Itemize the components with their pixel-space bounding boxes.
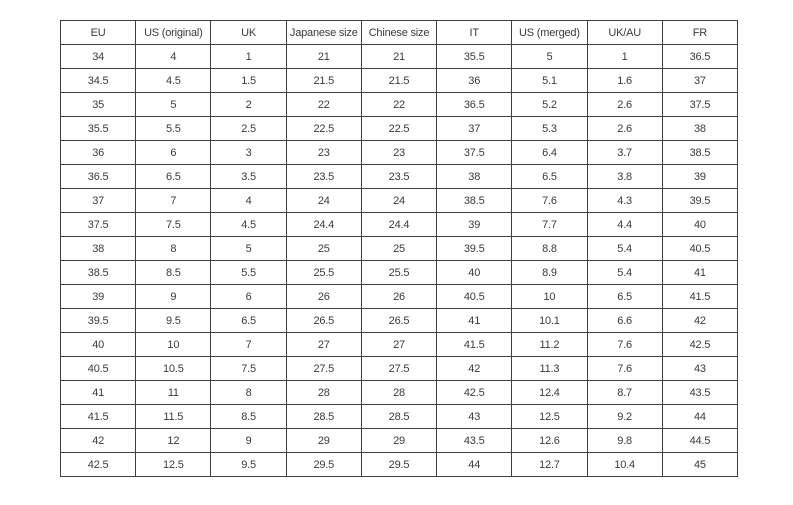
table-cell: 24.4 <box>286 213 361 237</box>
table-cell: 38 <box>61 237 136 261</box>
table-cell: 5.2 <box>512 93 587 117</box>
table-cell: 27.5 <box>286 357 361 381</box>
table-cell: 1 <box>211 45 286 69</box>
table-cell: 36 <box>437 69 512 93</box>
table-cell: 6 <box>211 285 286 309</box>
table-cell: 27 <box>286 333 361 357</box>
shoe-size-conversion-table <box>60 20 738 477</box>
table-cell: 40 <box>61 333 136 357</box>
table-cell: 23.5 <box>361 165 436 189</box>
table-cell: 5.5 <box>211 261 286 285</box>
table-cell: 27 <box>361 333 436 357</box>
table-row <box>61 237 738 261</box>
table-cell: 28 <box>361 381 436 405</box>
table-cell: 8.5 <box>211 405 286 429</box>
table-cell: 5 <box>136 93 211 117</box>
table-cell: 5.4 <box>587 237 662 261</box>
table-row <box>61 309 738 333</box>
table-cell: 1.6 <box>587 69 662 93</box>
table-cell: 7 <box>136 189 211 213</box>
table-cell: 7.5 <box>211 357 286 381</box>
table-cell: 44.5 <box>662 429 737 453</box>
table-cell: 5.3 <box>512 117 587 141</box>
column-header: UK/AU <box>587 21 662 45</box>
table-cell: 23.5 <box>286 165 361 189</box>
table-cell: 6 <box>136 141 211 165</box>
table-row <box>61 405 738 429</box>
table-cell: 21.5 <box>361 69 436 93</box>
table-cell: 25 <box>286 237 361 261</box>
table-cell: 12 <box>136 429 211 453</box>
table-cell: 43 <box>437 405 512 429</box>
table-cell: 39 <box>662 165 737 189</box>
table-cell: 43 <box>662 357 737 381</box>
table-cell: 4.5 <box>136 69 211 93</box>
table-cell: 6.5 <box>587 285 662 309</box>
table-row <box>61 429 738 453</box>
table-cell: 39 <box>61 285 136 309</box>
table-cell: 6.4 <box>512 141 587 165</box>
table-cell: 5.5 <box>136 117 211 141</box>
table-cell: 12.4 <box>512 381 587 405</box>
table-cell: 38.5 <box>61 261 136 285</box>
table-cell: 36.5 <box>437 93 512 117</box>
table-cell: 22.5 <box>361 117 436 141</box>
table-cell: 3.5 <box>211 165 286 189</box>
table-cell: 42.5 <box>662 333 737 357</box>
table-cell: 40 <box>437 261 512 285</box>
table-cell: 26.5 <box>361 309 436 333</box>
column-header: Chinese size <box>361 21 436 45</box>
table-cell: 2.6 <box>587 93 662 117</box>
table-cell: 6.5 <box>512 165 587 189</box>
table-cell: 41.5 <box>61 405 136 429</box>
table-cell: 39.5 <box>61 309 136 333</box>
column-header: IT <box>437 21 512 45</box>
table-cell: 21.5 <box>286 69 361 93</box>
table-cell: 9.5 <box>136 309 211 333</box>
table-cell: 24 <box>361 189 436 213</box>
table-cell: 41 <box>662 261 737 285</box>
table-cell: 2 <box>211 93 286 117</box>
table-row <box>61 333 738 357</box>
table-cell: 2.5 <box>211 117 286 141</box>
table-cell: 4 <box>211 189 286 213</box>
table-cell: 41 <box>61 381 136 405</box>
table-cell: 12.5 <box>136 453 211 477</box>
table-cell: 41.5 <box>437 333 512 357</box>
table-cell: 22 <box>286 93 361 117</box>
table-cell: 6.6 <box>587 309 662 333</box>
table-cell: 29.5 <box>286 453 361 477</box>
table-cell: 25 <box>361 237 436 261</box>
table-cell: 26 <box>286 285 361 309</box>
table-cell: 42 <box>437 357 512 381</box>
table-row <box>61 453 738 477</box>
table-cell: 9.2 <box>587 405 662 429</box>
table-cell: 36.5 <box>662 45 737 69</box>
table-row <box>61 285 738 309</box>
table-cell: 1.5 <box>211 69 286 93</box>
table-cell: 40 <box>662 213 737 237</box>
table-cell: 34 <box>61 45 136 69</box>
table-cell: 11 <box>136 381 211 405</box>
table-cell: 8.8 <box>512 237 587 261</box>
table-cell: 43.5 <box>437 429 512 453</box>
column-header: Japanese size <box>286 21 361 45</box>
table-row <box>61 45 738 69</box>
table-cell: 9.5 <box>211 453 286 477</box>
table-cell: 38.5 <box>437 189 512 213</box>
table-row <box>61 213 738 237</box>
table-cell: 44 <box>437 453 512 477</box>
table-cell: 11.2 <box>512 333 587 357</box>
table-cell: 28 <box>286 381 361 405</box>
table-cell: 40.5 <box>61 357 136 381</box>
table-cell: 10 <box>136 333 211 357</box>
table-cell: 38 <box>437 165 512 189</box>
table-cell: 12.7 <box>512 453 587 477</box>
table-cell: 45 <box>662 453 737 477</box>
table-cell: 23 <box>286 141 361 165</box>
table-cell: 7 <box>211 333 286 357</box>
table-cell: 37.5 <box>437 141 512 165</box>
table-cell: 9 <box>211 429 286 453</box>
table-cell: 10.5 <box>136 357 211 381</box>
table-row <box>61 261 738 285</box>
table-cell: 7.6 <box>512 189 587 213</box>
table-cell: 9.8 <box>587 429 662 453</box>
table-cell: 42 <box>662 309 737 333</box>
table-cell: 8 <box>136 237 211 261</box>
table-cell: 42 <box>61 429 136 453</box>
table-cell: 36 <box>61 141 136 165</box>
table-cell: 9 <box>136 285 211 309</box>
table-cell: 37.5 <box>61 213 136 237</box>
table-cell: 36.5 <box>61 165 136 189</box>
column-header: US (merged) <box>512 21 587 45</box>
table-header <box>61 21 738 45</box>
table-cell: 37 <box>437 117 512 141</box>
table-cell: 4.3 <box>587 189 662 213</box>
table-cell: 3.8 <box>587 165 662 189</box>
table-cell: 39.5 <box>437 237 512 261</box>
table-cell: 25.5 <box>361 261 436 285</box>
table-cell: 10.1 <box>512 309 587 333</box>
table-cell: 44 <box>662 405 737 429</box>
table-cell: 1 <box>587 45 662 69</box>
table-cell: 4 <box>136 45 211 69</box>
table-cell: 7.6 <box>587 333 662 357</box>
table-cell: 11.3 <box>512 357 587 381</box>
table-cell: 12.6 <box>512 429 587 453</box>
table-cell: 41.5 <box>662 285 737 309</box>
table-cell: 23 <box>361 141 436 165</box>
table-cell: 29 <box>286 429 361 453</box>
table-cell: 4.5 <box>211 213 286 237</box>
table-cell: 35 <box>61 93 136 117</box>
table-cell: 3 <box>211 141 286 165</box>
table-cell: 6.5 <box>211 309 286 333</box>
table-cell: 38 <box>662 117 737 141</box>
table-cell: 11.5 <box>136 405 211 429</box>
table-row <box>61 381 738 405</box>
table-cell: 34.5 <box>61 69 136 93</box>
column-header: US (original) <box>136 21 211 45</box>
table-cell: 38.5 <box>662 141 737 165</box>
table-cell: 28.5 <box>361 405 436 429</box>
table-cell: 42.5 <box>437 381 512 405</box>
header-row <box>61 21 738 45</box>
table-cell: 22.5 <box>286 117 361 141</box>
table-cell: 5 <box>512 45 587 69</box>
table-row <box>61 357 738 381</box>
table-cell: 40.5 <box>662 237 737 261</box>
table-cell: 24 <box>286 189 361 213</box>
table-cell: 8.5 <box>136 261 211 285</box>
table-cell: 40.5 <box>437 285 512 309</box>
table-cell: 22 <box>361 93 436 117</box>
table-cell: 2.6 <box>587 117 662 141</box>
table-body <box>61 45 738 477</box>
table-row <box>61 117 738 141</box>
table-cell: 35.5 <box>437 45 512 69</box>
table-cell: 5.1 <box>512 69 587 93</box>
column-header: EU <box>61 21 136 45</box>
table-cell: 35.5 <box>61 117 136 141</box>
table-cell: 37.5 <box>662 93 737 117</box>
table-cell: 39 <box>437 213 512 237</box>
table-row <box>61 141 738 165</box>
table-cell: 6.5 <box>136 165 211 189</box>
table-cell: 43.5 <box>662 381 737 405</box>
table-cell: 21 <box>361 45 436 69</box>
table-cell: 8 <box>211 381 286 405</box>
table-row <box>61 189 738 213</box>
table-cell: 7.6 <box>587 357 662 381</box>
table-cell: 37 <box>61 189 136 213</box>
table-cell: 29 <box>361 429 436 453</box>
table-cell: 28.5 <box>286 405 361 429</box>
table-cell: 24.4 <box>361 213 436 237</box>
table-cell: 7.5 <box>136 213 211 237</box>
table-cell: 39.5 <box>662 189 737 213</box>
table-cell: 5 <box>211 237 286 261</box>
column-header: FR <box>662 21 737 45</box>
table-cell: 10.4 <box>587 453 662 477</box>
table-cell: 10 <box>512 285 587 309</box>
table-cell: 7.7 <box>512 213 587 237</box>
table-cell: 29.5 <box>361 453 436 477</box>
table-cell: 3.7 <box>587 141 662 165</box>
table-cell: 21 <box>286 45 361 69</box>
table-cell: 26.5 <box>286 309 361 333</box>
table-row <box>61 93 738 117</box>
table-row <box>61 69 738 93</box>
table-cell: 8.9 <box>512 261 587 285</box>
table-cell: 8.7 <box>587 381 662 405</box>
table-cell: 26 <box>361 285 436 309</box>
table-cell: 25.5 <box>286 261 361 285</box>
table-cell: 12.5 <box>512 405 587 429</box>
column-header: UK <box>211 21 286 45</box>
table-cell: 42.5 <box>61 453 136 477</box>
page <box>0 20 793 505</box>
table-cell: 5.4 <box>587 261 662 285</box>
table-cell: 27.5 <box>361 357 436 381</box>
table-cell: 37 <box>662 69 737 93</box>
table-cell: 4.4 <box>587 213 662 237</box>
table-row <box>61 165 738 189</box>
table-cell: 41 <box>437 309 512 333</box>
